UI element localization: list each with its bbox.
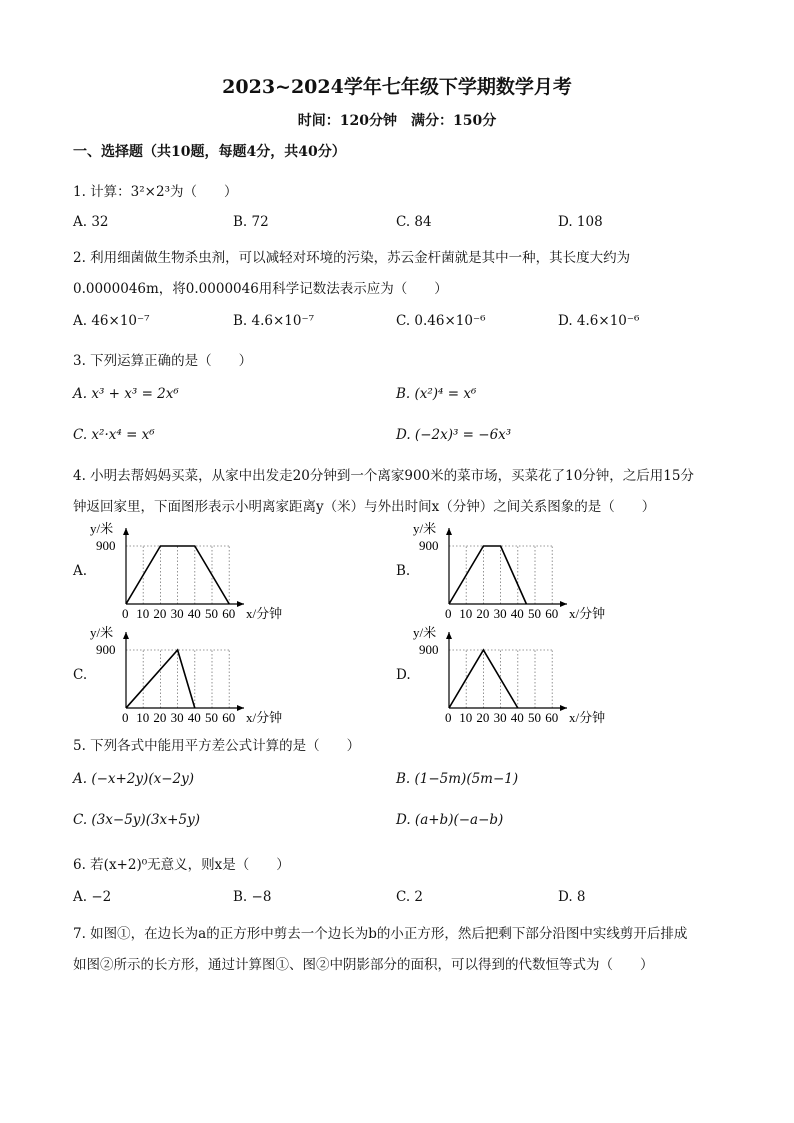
q1-option-d[interactable]: D. 108 — [558, 214, 603, 230]
q2-option-c[interactable]: C. 0.46×10⁻⁶ — [396, 313, 486, 329]
x-tick-label: 10 — [459, 710, 473, 725]
x-axis-arrow-icon — [237, 601, 244, 607]
y-tick-label: 900 — [419, 642, 439, 657]
x-tick-label: 40 — [187, 606, 201, 621]
y-axis-label: y/米 — [90, 521, 114, 536]
q5-option-c[interactable]: C. (3x−5y)(3x+5y) — [73, 812, 200, 828]
q4-line-1: 4. 小明去帮妈妈买菜，从家中出发走20分钟到一个离家900米的菜市场，买菜花了10分钟，之后用15分 — [73, 468, 694, 484]
y-axis-arrow-icon — [446, 632, 452, 639]
x-tick-label: 60 — [545, 710, 559, 725]
x-tick-label: 40 — [187, 710, 201, 725]
x-tick-label: 20 — [153, 710, 167, 725]
q4-option-d-label[interactable]: D. — [396, 667, 411, 683]
x-tick-label: 50 — [528, 710, 541, 725]
q2-line-2: 0.0000046m，将0.0000046用科学记数法表示应为（ ） — [73, 281, 448, 297]
x-tick-label: 50 — [528, 606, 541, 621]
x-tick-label: 40 — [510, 606, 524, 621]
q1-suffix: 为（ ） — [170, 184, 238, 200]
x-tick-label: 40 — [510, 710, 524, 725]
x-tick-label: 20 — [476, 606, 490, 621]
q6-stem: 6. 若(x+2)⁰无意义，则x是（ ） — [73, 857, 290, 873]
q2-option-b[interactable]: B. 4.6×10⁻⁷ — [233, 313, 314, 329]
q2-option-a[interactable]: A. 46×10⁻⁷ — [73, 313, 150, 329]
x-tick-label: 30 — [493, 606, 507, 621]
q6-option-a[interactable]: A. −2 — [73, 889, 112, 905]
x-tick-label: 0 — [122, 710, 129, 725]
y-axis-arrow-icon — [123, 528, 129, 535]
x-tick-label: 50 — [205, 606, 218, 621]
q5-option-b[interactable]: B. (1−5m)(5m−1) — [396, 771, 519, 787]
q4-graph-d[interactable] — [413, 624, 643, 734]
exam-subtitle: 时间：120分钟 满分：150分 — [297, 113, 497, 129]
q5-option-d[interactable]: D. (a+b)(−a−b) — [396, 812, 504, 828]
x-axis-label: x/分钟 — [246, 710, 283, 725]
x-tick-label: 10 — [136, 606, 150, 621]
x-tick-label: 0 — [122, 606, 129, 621]
q2-option-d[interactable]: D. 4.6×10⁻⁶ — [558, 313, 640, 329]
x-axis-label: x/分钟 — [569, 710, 606, 725]
y-axis-arrow-icon — [446, 528, 452, 535]
q4-line-2: 钟返回家里，下面图形表示小明离家距离y（米）与外出时间x（分钟）之间关系图象的是（ ） — [73, 499, 656, 515]
q3-stem: 3. 下列运算正确的是（ ） — [73, 353, 253, 369]
q3-option-d[interactable]: D. (−2x)³ = −6x³ — [396, 427, 512, 443]
y-axis-arrow-icon — [123, 632, 129, 639]
q1-prefix: 1. 计算： — [73, 184, 131, 200]
q4-graph-b[interactable] — [413, 520, 643, 630]
x-axis-arrow-icon — [560, 705, 567, 711]
x-axis-label: x/分钟 — [569, 606, 606, 621]
x-axis-label: x/分钟 — [246, 606, 283, 621]
x-tick-label: 20 — [476, 710, 490, 725]
x-tick-label: 60 — [545, 606, 559, 621]
section-heading: 一、选择题（共10题，每题4分，共40分） — [73, 144, 346, 160]
q6-option-b[interactable]: B. −8 — [233, 889, 272, 905]
q7-line-1: 7. 如图①，在边长为a的正方形中剪去一个边长为b的小正方形，然后把剩下部分沿图中实线剪开后排成 — [73, 926, 688, 942]
q3-option-b[interactable]: B. (x²)⁴ = x⁶ — [396, 386, 477, 402]
y-axis-label: y/米 — [413, 521, 437, 536]
q3-option-c[interactable]: C. x²·x⁴ = x⁶ — [73, 427, 155, 443]
x-tick-label: 30 — [493, 710, 507, 725]
q5-stem: 5. 下列各式中能用平方差公式计算的是（ ） — [73, 738, 361, 754]
q4-option-b-label[interactable]: B. — [396, 563, 411, 579]
x-tick-label: 60 — [222, 710, 236, 725]
y-tick-label: 900 — [96, 538, 116, 553]
q3-option-a[interactable]: A. x³ + x³ = 2x⁶ — [73, 386, 179, 402]
q2-line-1: 2. 利用细菌做生物杀虫剂，可以减轻对环境的污染，苏云金杆菌就是其中一种，其长度大约为 — [73, 250, 631, 266]
q7-line-2: 如图②所示的长方形，通过计算图①、图②中阴影部分的面积，可以得到的代数恒等式为（ ） — [73, 957, 654, 973]
question-1-stem — [73, 180, 238, 200]
q5-option-a[interactable]: A. (−x+2y)(x−2y) — [73, 771, 194, 787]
exam-title: 2023~2024学年七年级下学期数学月考 — [222, 76, 572, 98]
x-tick-label: 10 — [136, 710, 150, 725]
q1-option-b[interactable]: B. 72 — [233, 214, 269, 230]
q4-option-c-label[interactable]: C. — [73, 667, 88, 683]
q6-option-c[interactable]: C. 2 — [396, 889, 424, 905]
q4-graph-a[interactable] — [90, 520, 320, 630]
y-axis-label: y/米 — [90, 625, 114, 640]
y-axis-label: y/米 — [413, 625, 437, 640]
q1-option-c[interactable]: C. 84 — [396, 214, 432, 230]
x-tick-label: 0 — [445, 710, 452, 725]
y-tick-label: 900 — [96, 642, 116, 657]
x-tick-label: 0 — [445, 606, 452, 621]
y-tick-label: 900 — [419, 538, 439, 553]
q4-graph-c[interactable] — [90, 624, 320, 734]
x-tick-label: 60 — [222, 606, 236, 621]
q6-option-d[interactable]: D. 8 — [558, 889, 586, 905]
q1-option-a[interactable]: A. 32 — [73, 214, 109, 230]
q1-expression: 3²×2³ — [130, 184, 170, 200]
q4-option-a-label[interactable]: A. — [73, 563, 88, 579]
x-tick-label: 50 — [205, 710, 218, 725]
x-axis-arrow-icon — [237, 705, 244, 711]
series-line — [449, 546, 526, 604]
x-tick-label: 10 — [459, 606, 473, 621]
x-tick-label: 30 — [170, 606, 184, 621]
x-axis-arrow-icon — [560, 601, 567, 607]
x-tick-label: 30 — [170, 710, 184, 725]
x-tick-label: 20 — [153, 606, 167, 621]
